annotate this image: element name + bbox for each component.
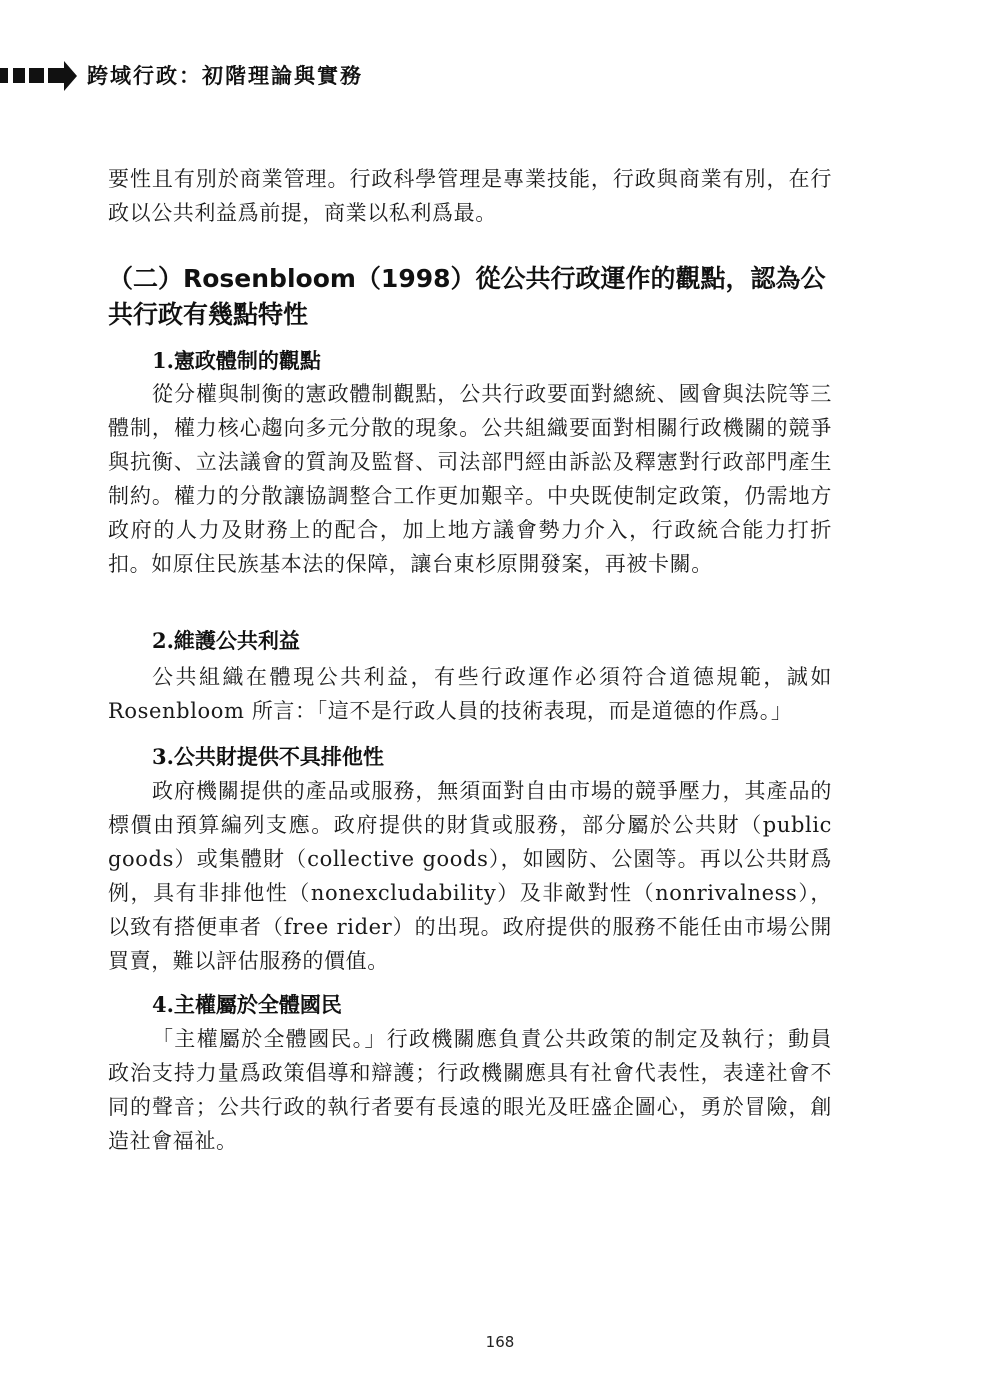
intro-paragraph: 要性且有別於商業管理。行政科學管理是專業技能，行政與商業有別，在行政以公共利益爲前提，商業以私利爲最。 (108, 167, 832, 225)
header-block-decoration (0, 68, 8, 83)
header-block-decoration (48, 68, 64, 83)
item-2-title: 2.維護公共利益 (152, 628, 300, 653)
page-number: 168 (485, 1333, 515, 1351)
running-header (0, 60, 600, 96)
item-4-title: 4.主權屬於全體國民 (152, 992, 342, 1017)
item-3-title: 3.公共財提供不具排他性 (152, 744, 384, 769)
item-1-title: 1.憲政體制的觀點 (152, 348, 321, 373)
item-4-text: 「主權屬於全體國民。」行政機關應負責公共政策的制定及執行；動員政治支持力量爲政策倡導和辯護；行政機關應具有社會代表性，表達社會不同的聲音；公共行政的執行者要有長遠的眼光及旺盛企圖心，勇於冒險，創造社會福祉。 (108, 1027, 832, 1153)
header-block-decoration (29, 68, 44, 83)
item-1-text: 從分權與制衡的憲政體制觀點，公共行政要面對總統、國會與法院等三體制，權力核心趨向多元分散的現象。公共組織要面對相關行政機關的競爭與抗衡、立法議會的質詢及監督、司法部門經由訴訟及釋憲對行政部門產生制約。權力的分散讓協調整合工作更加艱辛。中央既使制定政策，仍需地方政府的人力及財務上的配合，加上地方議會勢力介入，行政統合能力打折扣。如原住民族基本法的保障，讓台東杉原開發案，再被卡關。 (108, 382, 832, 576)
book-title: 跨域行政：初階理論與實務 (87, 64, 363, 88)
section-title: （二）Rosenbloom（1998）從公共行政運作的觀點，認為公共行政有幾點特性 (108, 264, 826, 329)
header-block-decoration (13, 68, 25, 83)
item-3-text: 政府機關提供的產品或服務，無須面對自由市場的競爭壓力，其產品的標價由預算編列支應。政府提供的財貨或服務，部分屬於公共財（public goods）或集體財（collective goods），如國防、公園等。再以公共財爲例，具有非排他性（nonexcludability）及非敵對性（nonrivalness），以致有搭便車者（free rider）的出現。政府提供的服務不能任由市場公開買賣，難以評估服務的價值。 (108, 779, 832, 973)
header-arrow-icon (64, 61, 77, 91)
item-2-text: 公共組織在體現公共利益，有些行政運作必須符合道德規範，誠如Rosenbloom 所言：「這不是行政人員的技術表現，而是道德的作爲。」 (108, 665, 832, 723)
